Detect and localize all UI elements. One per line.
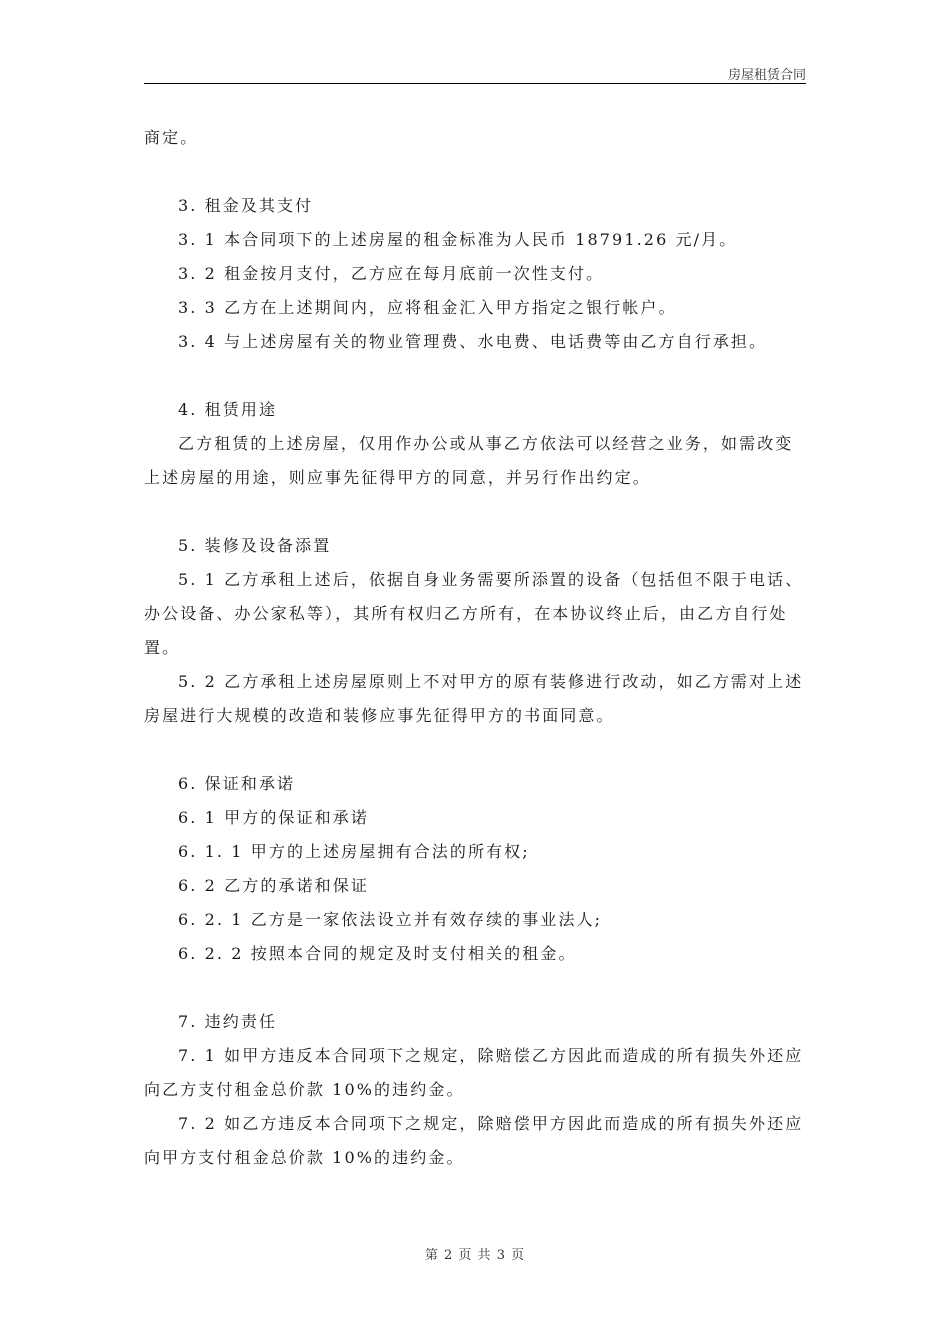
clause-6-2-1: 6. 2. 1 乙方是一家依法设立并有效存续的事业法人;	[178, 910, 603, 929]
continuation-text: 商定。	[144, 128, 199, 147]
clause-3-3: 3. 3 乙方在上述期间内，应将租金汇入甲方指定之银行帐户。	[178, 298, 677, 317]
clause-6-2-2: 6. 2. 2 按照本合同的规定及时支付相关的租金。	[178, 944, 577, 963]
clause-5-2: 5. 2 乙方承租上述房屋原则上不对甲方的原有装修进行改动，如乙方需对上述房屋进行大规模的改造和装修应事先征得甲方的书面同意。	[144, 672, 804, 725]
clause-5-1: 5. 1 乙方承租上述后，依据自身业务需要所添置的设备（包括但不限于电话、办公设备、办公家私等），其所有权归乙方所有，在本协议终止后，由乙方自行处置。	[144, 570, 804, 657]
clause-6-1-1: 6. 1. 1 甲方的上述房屋拥有合法的所有权;	[178, 842, 530, 861]
clause-6-2: 6. 2 乙方的承诺和保证	[178, 876, 369, 895]
clause-4-text: 乙方租赁的上述房屋，仅用作办公或从事乙方依法可以经营之业务，如需改变上述房屋的用途，则应事先征得甲方的同意，并另行作出约定。	[144, 434, 794, 487]
clause-3-1: 3. 1 本合同项下的上述房屋的租金标准为人民币 18791.26 元/月。	[178, 230, 738, 249]
document-header-title: 房屋租赁合同	[727, 68, 806, 83]
clause-3-2: 3. 2 租金按月支付，乙方应在每月底前一次性支付。	[178, 264, 605, 283]
section-6-heading: 6. 保证和承诺	[178, 774, 296, 793]
section-spacer	[144, 155, 806, 189]
section-4-heading: 4. 租赁用途	[178, 400, 278, 419]
header-divider	[144, 83, 806, 84]
section-spacer	[144, 359, 806, 393]
section-spacer	[144, 971, 806, 1005]
section-3-heading: 3. 租金及其支付	[178, 196, 314, 215]
clause-7-1: 7. 1 如甲方违反本合同项下之规定，除赔偿乙方因此而造成的所有损失外还应向乙方支付租金总价款 10%的违约金。	[144, 1046, 804, 1099]
section-5-heading: 5. 装修及设备添置	[178, 536, 332, 555]
clause-3-4: 3. 4 与上述房屋有关的物业管理费、水电费、电话费等由乙方自行承担。	[178, 332, 768, 351]
section-7-heading: 7. 违约责任	[178, 1012, 278, 1031]
page-number-footer: 第 2 页 共 3 页	[424, 1248, 526, 1263]
section-spacer	[144, 733, 806, 767]
document-body	[144, 121, 806, 1175]
clause-7-2: 7. 2 如乙方违反本合同项下之规定，除赔偿甲方因此而造成的所有损失外还应向甲方支付租金总价款 10%的违约金。	[144, 1114, 804, 1167]
section-spacer	[144, 495, 806, 529]
clause-6-1: 6. 1 甲方的保证和承诺	[178, 808, 369, 827]
